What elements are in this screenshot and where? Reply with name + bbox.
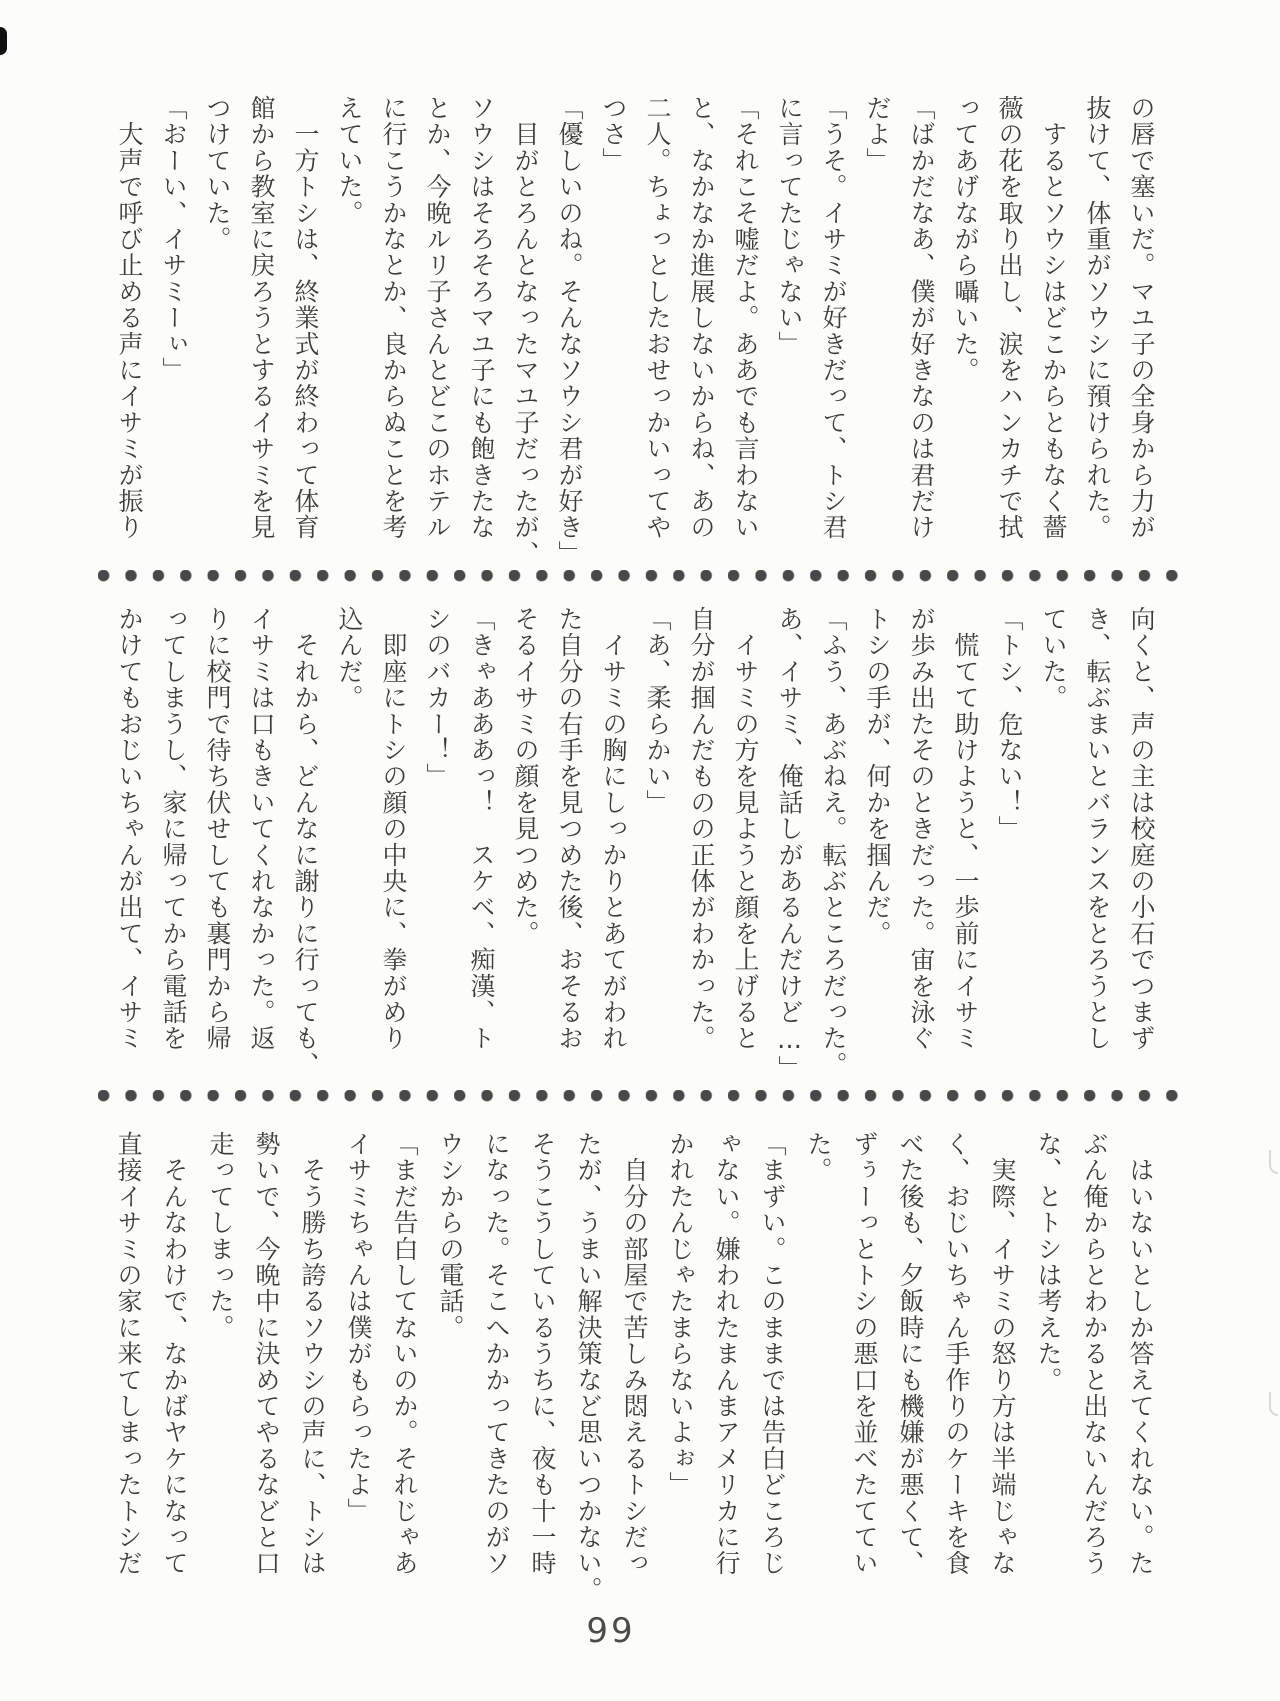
text-column: 「うそ。イサミが好きだって、トシ君: [819, 95, 848, 541]
text-column: 「まずい。このままでは告白どころじ: [758, 1131, 787, 1577]
text-column: 「ばかだなあ、僕が好きなのは君だけ: [907, 95, 936, 541]
text-column: な、とトシは考えた。: [1034, 1131, 1063, 1393]
text-column: の唇で塞いだ。マユ子の全身から力が: [1127, 95, 1156, 541]
text-column: かけてもおじいちゃんが出て、イサミ: [115, 606, 144, 1052]
text-column: そるイサミの顔を見つめた。: [511, 606, 540, 947]
text-column: 目がとろんとなったマユ子だったが、: [511, 95, 540, 567]
text-column: そう勝ち誇るソウシの声に、トシは: [298, 1131, 327, 1577]
text-section-top: [107, 95, 1163, 577]
text-column: 二人。ちょっとしたおせっかいってや: [643, 95, 672, 541]
text-column: つけていた。: [203, 95, 232, 253]
text-column: するとソウシはどこからともなく薔: [1039, 95, 1068, 541]
scan-artifact: [0, 27, 7, 55]
text-column: かれたんじゃたまらないよぉ」: [666, 1131, 695, 1498]
text-column: 実際、イサミの怒り方は半端じゃな: [988, 1131, 1017, 1577]
page-edge-mark: [1269, 1150, 1278, 1174]
text-column: えていた。: [335, 95, 364, 226]
text-column: 館から教室に戻ろうとするイサミを見: [247, 95, 276, 541]
text-column: りに校門で待ち伏せしても裏門から帰: [203, 606, 232, 1052]
text-column: く、おじいちゃん手作りのケーキを食: [942, 1131, 971, 1577]
text-column: それから、どんなに謝りに行っても、: [291, 606, 320, 1078]
text-column: あ、イサミ、俺話しがあるんだけど…」: [775, 606, 804, 1082]
page-edge-mark: [1269, 1392, 1278, 1416]
text-column: 勢いで、今晩中に決めてやるなどと口: [252, 1131, 281, 1577]
text-column: べた後も、夕飯時にも機嫌が悪くて、: [896, 1131, 925, 1577]
text-column: ウシからの電話。: [436, 1131, 465, 1341]
text-column: ってしまうし、家に帰ってから電話を: [159, 606, 188, 1052]
text-column: とか、今晩ルリ子さんとどこのホテル: [423, 95, 452, 541]
text-column: 大声で呼び止める声にイサミが振り: [115, 95, 144, 541]
text-column: 「おーい、イサミーぃ」: [159, 95, 188, 384]
text-column: 「優しいのね。そんなソウシ君が好き」: [555, 95, 584, 567]
text-column: イサミの方を見ようと顔を上げると: [731, 606, 760, 1052]
text-column: 「きゃあああっ！ スケベ、痴漢、ト: [467, 606, 496, 1052]
text-column: 「トシ、危ない！」: [995, 606, 1024, 842]
dotted-separator-bottom: [98, 1090, 1184, 1102]
text-column: ぶん俺からとわかると出ないんだろう: [1080, 1131, 1109, 1577]
text-column: 「まだ告白してないのか。それじゃあ: [390, 1131, 419, 1577]
text-column: シのバカー！」: [423, 606, 452, 790]
text-column: に言ってたじゃない」: [775, 95, 804, 357]
text-column: ゃない。嫌われたまんまアメリカに行: [712, 1131, 741, 1577]
text-column: と、なかなか進展しないからね、あの: [687, 95, 716, 541]
text-column: そうこうしているうちに、夜も十一時: [528, 1131, 557, 1577]
text-column: 向くと、声の主は校庭の小石でつまず: [1127, 606, 1156, 1052]
text-column: トシの手が、何かを掴んだ。: [863, 606, 892, 947]
text-column: つさ」: [599, 95, 628, 174]
text-column: た。: [804, 1131, 833, 1184]
text-column: 慌てて助けようと、一歩前にイサミ: [951, 606, 980, 1052]
text-column: た自分の右手を見つめた後、おそるお: [555, 606, 584, 1052]
text-column: 抜けて、体重がソウシに預けられた。: [1083, 95, 1112, 541]
text-column: たが、うまい解決策など思いつかない。: [574, 1131, 603, 1603]
text-column: 即座にトシの顔の中央に、拳がめり: [379, 606, 408, 1052]
text-column: ていた。: [1039, 606, 1068, 711]
text-column: そんなわけで、なかばヤケになって: [160, 1131, 189, 1577]
text-column: 走ってしまった。: [206, 1131, 235, 1341]
text-column: 「それこそ嘘だよ。ああでも言わない: [731, 95, 760, 541]
text-section-middle: [107, 606, 1163, 1088]
text-column: 直接イサミの家に来てしまったトシだ: [114, 1131, 143, 1577]
dotted-separator-top: [98, 570, 1184, 582]
text-column: だよ」: [863, 95, 892, 174]
text-column: ずぅーっとトシの悪口を並べたててい: [850, 1131, 879, 1577]
text-column: 「あ、柔らかい」: [643, 606, 672, 816]
text-column: 自分の部屋で苦しみ悶えるトシだっ: [620, 1131, 649, 1577]
text-column: 込んだ。: [335, 606, 364, 711]
text-column: き、転ぶまいとバランスをとろうとし: [1083, 606, 1112, 1052]
page-number: 99: [586, 1611, 636, 1651]
text-column: はいないとしか答えてくれない。た: [1126, 1131, 1155, 1577]
text-column: 一方トシは、終業式が終わって体育: [291, 95, 320, 541]
text-column: イサミは口もきいてくれなかった。返: [247, 606, 276, 1052]
text-section-bottom: [105, 1131, 1163, 1613]
text-column: ってあげながら囁いた。: [951, 95, 980, 384]
text-column: になった。そこへかかってきたのがソ: [482, 1131, 511, 1577]
text-column: 薇の花を取り出し、涙をハンカチで拭: [995, 95, 1024, 541]
text-column: に行こうかなとか、良からぬことを考: [379, 95, 408, 541]
text-column: が歩み出たそのときだった。宙を泳ぐ: [907, 606, 936, 1052]
text-column: ソウシはそろそろマユ子にも飽きたな: [467, 95, 496, 541]
text-column: イサミの胸にしっかりとあてがわれ: [599, 606, 628, 1052]
text-column: イサミちゃんは僕がもらったよ」: [344, 1131, 373, 1524]
text-column: 「ふう、あぶねえ。転ぶところだった。: [819, 606, 848, 1078]
text-column: 自分が掴んだものの正体がわかった。: [687, 606, 716, 1052]
